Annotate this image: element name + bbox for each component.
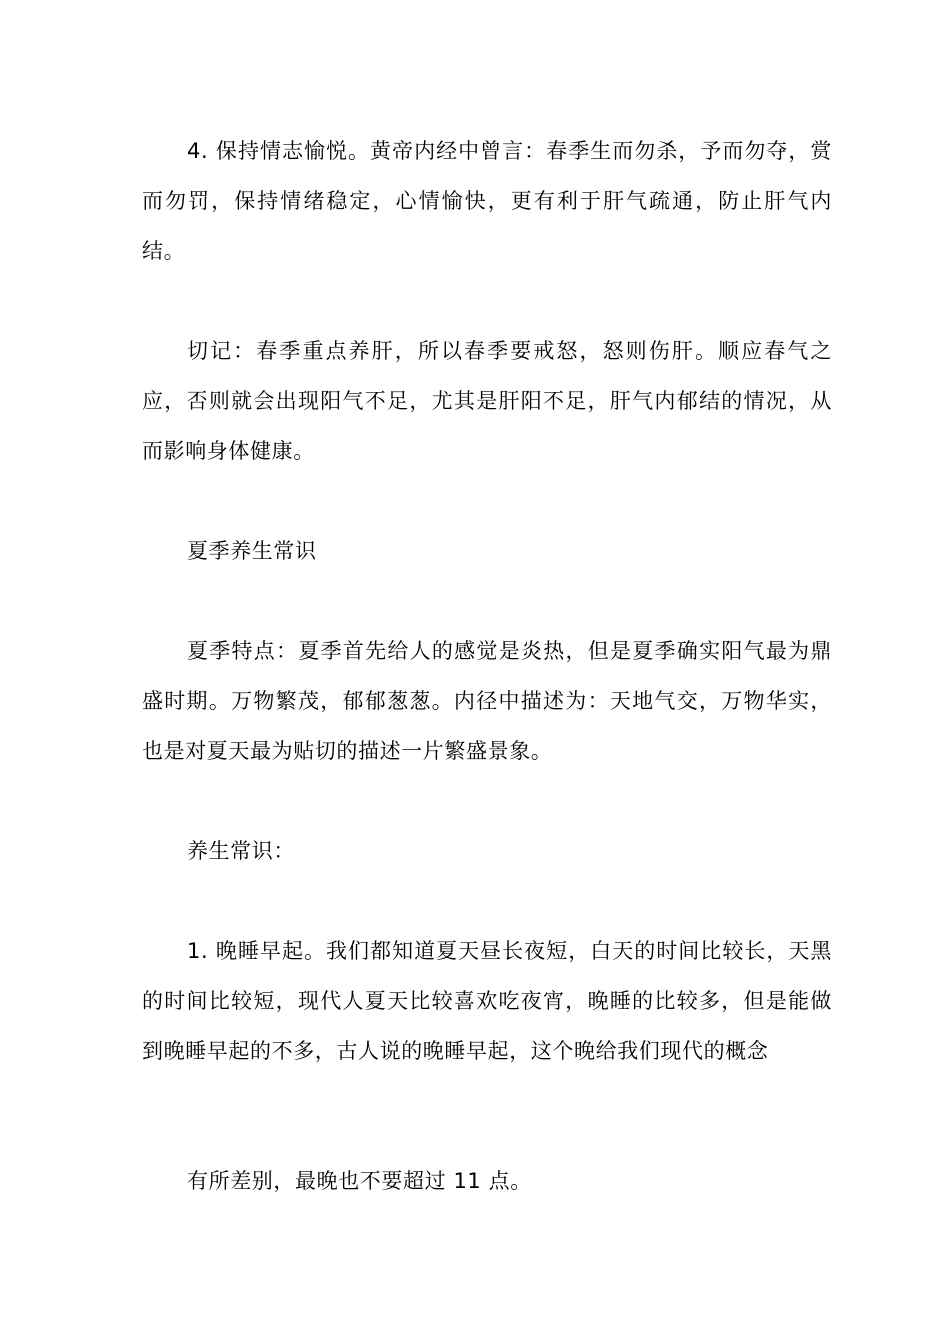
paragraph-late-sleep-early-rise: 1. 晚睡早起。我们都知道夏天昼长夜短，白天的时间比较长，天黑的时间比较短，现代人夏天比较喜欢吃夜宵，晚睡的比较多，但是能做到晚睡早起的不多，古人说的晚睡早起，这个晚给我们现代的概念 (142, 939, 832, 1063)
paragraph-spring-reminder: 切记：春季重点养肝，所以春季要戒怒，怒则伤肝。顺应春气之应，否则就会出现阳气不足，尤其是肝阳不足，肝气内郁结的情况，从而影响身体健康。 (142, 339, 832, 463)
subheading-health-tips: 养生常识： (187, 839, 295, 863)
paragraph-emotional-wellbeing: 4. 保持情志愉悦。黄帝内经中曾言：春季生而勿杀，予而勿夺，赏而勿罚，保持情绪稳定，心情愉快，更有利于肝气疏通，防止肝气内结。 (142, 139, 832, 263)
section-heading-summer: 夏季养生常识 (187, 539, 317, 563)
paragraph-summer-features: 夏季特点：夏季首先给人的感觉是炎热，但是夏季确实阳气最为鼎盛时期。万物繁茂，郁郁葱葱。内径中描述为：天地气交，万物华实，也是对夏天最为贴切的描述一片繁盛景象。 (142, 639, 832, 763)
paragraph-sleep-deadline: 有所差别，最晚也不要超过 11 点。 (187, 1169, 532, 1193)
